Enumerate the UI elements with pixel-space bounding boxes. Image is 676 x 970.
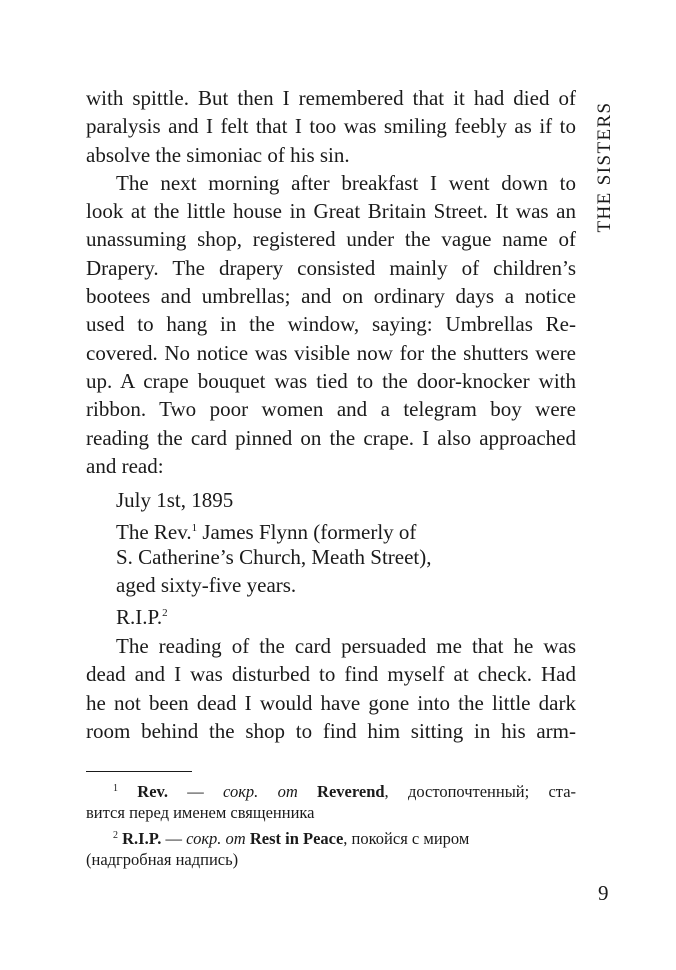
notice-age: aged sixty-five years. (116, 572, 297, 597)
footnote-2-line-2: (надгробная надпись) (86, 849, 239, 869)
footnote-2-mark: 2 (113, 830, 118, 842)
main-text-top (86, 84, 576, 480)
footnote-1-term: Rev. (137, 782, 168, 801)
text-line: and read: (86, 453, 164, 478)
notice-name: James Flynn (formerly of (197, 520, 417, 545)
text-line: The reading of the card persuaded me that he was (116, 634, 576, 658)
running-head (575, 92, 635, 242)
footnote-ref-1: 1 (191, 522, 198, 535)
notice-rip: R.I.P. (116, 605, 163, 630)
text-line: reading the card pinned on the crape. I also approached (86, 425, 576, 450)
main-text-bottom (86, 632, 576, 745)
footnote-1-dash: — (168, 782, 224, 801)
footnote-2-line-1 (86, 824, 576, 848)
footnote-1-mark: 1 (113, 783, 118, 794)
footnote-1-line-1 (86, 777, 576, 801)
text-line: covered. No notice was visible now for the shutters were (86, 340, 576, 365)
footnote-ref-2: 2 (162, 607, 168, 620)
running-head-text: THE SISTERS (594, 101, 615, 233)
text-line: used to hang in the window, saying: Umbrellas Re- (86, 312, 576, 337)
text-line: dead and I was disturbed to find myself at check. Had (86, 662, 576, 687)
footnote-1-abbr: сокр. от (223, 782, 298, 801)
footnote-1-gloss: , достопочтенный; ста- (384, 782, 577, 801)
text-line: Drapery. The drapery consisted mainly of children’s (86, 255, 576, 280)
text-line: up. A crape bouquet was tied to the door-knocker with (86, 368, 576, 393)
notice-rip-line (116, 599, 432, 630)
footnote-2-gloss: , покойся с миром (343, 829, 470, 849)
footnote-separator (86, 771, 192, 772)
text-line: with spittle. But then I remembered that it had died of (86, 86, 576, 110)
text-line: bootees and umbrellas; and on ordinary days a notice (86, 284, 576, 309)
footnote-2-abbr: сокр. от (186, 829, 246, 849)
text-line: paralysis and I felt that I too was smiling feebly as if to (86, 114, 576, 139)
text-line: absolve the simoniac of his sin. (86, 142, 350, 167)
footnotes (86, 777, 576, 871)
footnote-1-full: Reverend (317, 782, 385, 801)
notice-date: July 1st, 1895 (116, 488, 234, 512)
notice-church: S. Catherine’s Church, Meath Street), (116, 544, 432, 569)
footnote-2-term: R.I.P. (122, 829, 162, 849)
text-line: look at the little house in Great Britain Street. It was an (86, 199, 576, 224)
funeral-notice (116, 486, 432, 630)
footnote-2-dash: — (161, 829, 187, 849)
text-line: The next morning after breakfast I went down to (116, 170, 576, 195)
footnote-2-full: Rest in Peace (249, 829, 344, 849)
text-line: room behind the shop to find him sitting in his arm- (86, 718, 576, 743)
text-line: ribbon. Two poor women and a telegram boy were (86, 397, 576, 422)
notice-rev: The Rev. (116, 520, 192, 545)
footnote-1-line-2: вится перед именем священника (86, 802, 315, 822)
text-line: unassuming shop, registered under the vague name of (86, 227, 576, 252)
notice-name-line (116, 514, 432, 545)
page-number: 9 (598, 881, 609, 905)
text-line: he not been dead I would have gone into the little dark (86, 690, 576, 715)
